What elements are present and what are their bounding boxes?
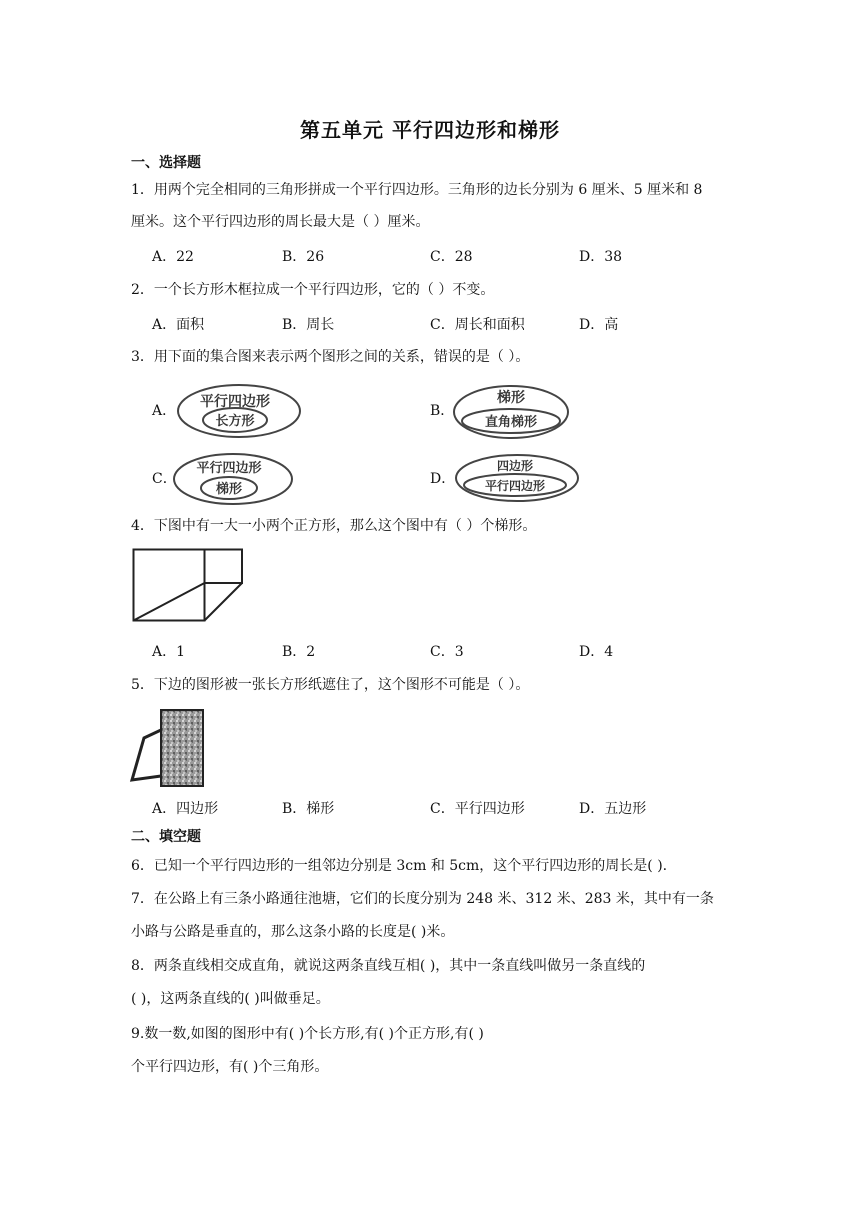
question-6-line-1: 6．已知一个平行四边形的一组邻边分别是 3cm 和 5cm，这个平行四边形的周长是( ). [131,858,668,874]
venn-c-outer-label: 平行四边形 [196,461,262,476]
option-b[interactable]: B．周长 [282,317,335,333]
question-5-options [152,798,752,818]
option-b-label[interactable]: B． [430,403,455,419]
venn-c-inner-label: 梯形 [215,482,243,497]
option-b[interactable]: B．梯形 [282,801,335,817]
option-b[interactable]: B．26 [282,249,325,265]
question-8-line-2: ( )，这两条直线的( )叫做垂足。 [131,991,330,1007]
venn-diagram-d[interactable] [454,453,580,503]
question-1-options [152,246,752,266]
question-9-line-2: 个平行四边形，有( )个三角形。 [131,1059,329,1075]
option-a[interactable]: A．四边形 [152,801,219,817]
venn-diagram-c[interactable] [172,452,294,506]
question-7-line-1: 7．在公路上有三条小路通往池塘，它们的长度分别为 248 米、312 米、283 米，其中有一条 [131,891,714,907]
question-4-line-1: 4．下图中有一大一小两个正方形，那么这个图中有（ ）个梯形。 [131,518,537,534]
option-a[interactable]: A．1 [152,644,186,660]
venn-diagram-a[interactable] [176,383,302,439]
option-a[interactable]: A．面积 [152,317,205,333]
option-d[interactable]: D．4 [579,644,614,660]
question-7-line-2: 小路与公路是垂直的，那么这条小路的长度是( )米。 [131,924,455,940]
option-d-label[interactable]: D． [430,471,456,487]
option-a[interactable]: A．22 [152,249,194,265]
option-c[interactable]: C．平行四边形 [430,801,525,817]
option-d[interactable]: D．38 [579,249,623,265]
venn-a-outer-label: 平行四边形 [200,394,270,410]
question-1-line-1: 1．用两个完全相同的三角形拼成一个平行四边形。三角形的边长分别为 6 厘米、5 厘米和 8 [131,182,703,198]
option-c[interactable]: C．28 [430,249,473,265]
question-8-line-1: 8．两条直线相交成直角，就说这两条直线互相( )，其中一条直线叫做另一条直线的 [131,958,646,974]
option-d[interactable]: D．高 [579,317,619,333]
question-3-line-1: 3．用下面的集合图来表示两个图形之间的关系，错误的是（ ）。 [131,349,530,365]
option-c[interactable]: C．3 [430,644,464,660]
venn-diagram-b[interactable] [452,384,570,440]
question-4-options [152,641,752,661]
squares-figure [132,548,244,622]
option-c[interactable]: C．周长和面积 [430,317,525,333]
option-d[interactable]: D．五边形 [579,801,647,817]
venn-b-outer-label: 梯形 [497,390,525,406]
option-a-label[interactable]: A． [152,403,177,419]
question-2-line-1: 2．一个长方形木框拉成一个平行四边形，它的（ ）不变。 [131,282,495,298]
section-heading-choice: 一、选择题 [131,155,201,171]
option-c-label[interactable]: C． [152,471,177,487]
venn-b-inner-label: 直角梯形 [484,415,538,430]
question-9-line-1: 9.数一数,如图的图形中有( )个长方形,有( )个正方形,有( ) [131,1026,484,1042]
question-1-line-2: 厘米。这个平行四边形的周长最大是（ ）厘米。 [131,214,430,230]
section-heading-fill-blank: 二、填空题 [131,829,201,845]
venn-d-inner-label: 平行四边形 [484,479,546,493]
question-5-line-1: 5．下边的图形被一张长方形纸遮住了，这个图形不可能是（ ）。 [131,677,530,693]
covered-shape-figure [128,708,208,788]
venn-d-outer-label: 四边形 [496,459,534,473]
question-2-options [152,314,752,334]
page-title: 第五单元 平行四边形和梯形 [300,118,560,142]
venn-a-inner-label: 长方形 [215,414,255,429]
option-b[interactable]: B．2 [282,644,316,660]
